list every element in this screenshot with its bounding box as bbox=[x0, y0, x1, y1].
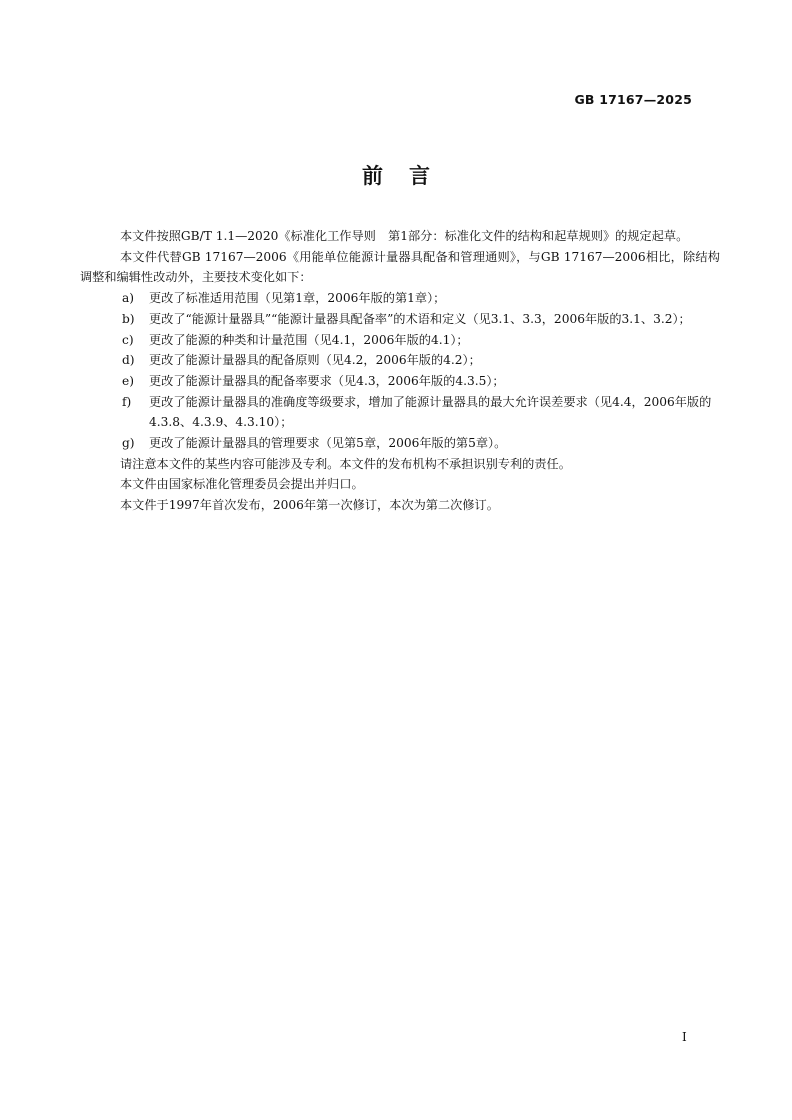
paragraph-drafting-rules: 本文件按照GB/T 1.1—2020《标准化工作导则 第1部分：标准化文件的结构和起草规则》的规定起草。 bbox=[120, 229, 689, 243]
paragraph-patent-notice: 请注意本文件的某些内容可能涉及专利。本文件的发布机构不承担识别专利的责任。 bbox=[120, 456, 571, 471]
list-item-text: 更改了能源计量器具的配备率要求（见4.3，2006年版的4.3.5）； bbox=[149, 373, 505, 388]
change-item-g bbox=[80, 433, 720, 454]
foreword-body bbox=[80, 226, 720, 516]
change-item-e bbox=[80, 371, 720, 392]
change-item-a bbox=[80, 288, 720, 309]
list-marker: d) bbox=[122, 353, 135, 368]
list-marker: c) bbox=[122, 332, 134, 347]
list-marker: g) bbox=[122, 436, 135, 451]
list-marker: a) bbox=[122, 291, 135, 306]
list-marker: f) bbox=[122, 394, 132, 409]
change-item-d bbox=[80, 350, 720, 371]
list-item-text: 更改了能源计量器具的准确度等级要求，增加了能源计量器具的最大允许误差要求（见4.4，2006年版的4.3.8、4.3.9、4.3.10）； bbox=[149, 394, 712, 430]
list-item-text: 更改了能源的种类和计量范围（见4.1，2006年版的4.1）； bbox=[149, 332, 469, 347]
paragraph-replacement-note: 本文件代替GB 17167—2006《用能单位能源计量器具配备和管理通则》，与GB 17167—2006相比，除结构调整和编辑性改动外，主要技术变化如下： bbox=[80, 249, 720, 285]
list-item-text: 更改了能源计量器具的管理要求（见第5章，2006年版的第5章）。 bbox=[149, 436, 507, 451]
list-item-text: 更改了标准适用范围（见第1章，2006年版的第1章）； bbox=[149, 291, 446, 306]
change-item-b bbox=[80, 309, 720, 330]
change-item-f bbox=[80, 392, 720, 433]
list-item-text: 更改了“能源计量器具”“能源计量器具配备率”的术语和定义（见3.1、3.3，2006年版的3.1、3.2）； bbox=[149, 311, 691, 326]
list-marker: e) bbox=[122, 373, 134, 388]
paragraph-revision-history: 本文件于1997年首次发布，2006年第一次修订，本次为第二次修订。 bbox=[120, 498, 499, 513]
list-marker: b) bbox=[122, 311, 135, 326]
paragraph-proposer: 本文件由国家标准化管理委员会提出并归口。 bbox=[120, 477, 364, 492]
document-number: GB 17167—2025 bbox=[574, 92, 692, 107]
page-number: I bbox=[682, 1030, 687, 1044]
page-title: 前言 bbox=[362, 164, 456, 188]
change-item-c bbox=[80, 330, 720, 351]
list-item-text: 更改了能源计量器具的配备原则（见4.2，2006年版的4.2）； bbox=[149, 353, 481, 368]
